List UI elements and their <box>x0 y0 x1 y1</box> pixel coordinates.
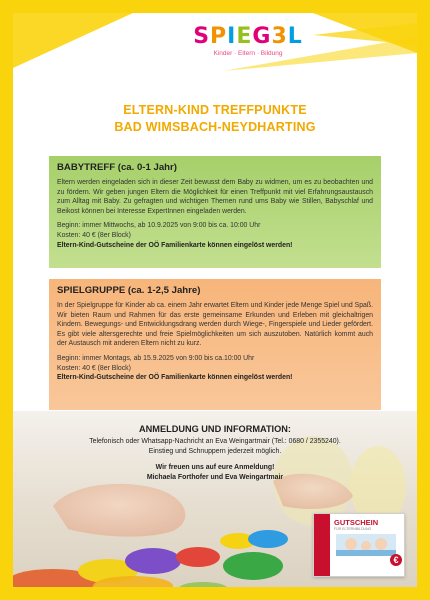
page-title-line1: ELTERN-KIND TREFFPUNKTE <box>123 103 307 117</box>
logo-letter: L <box>287 24 303 49</box>
logo-letter: G <box>252 24 272 49</box>
babytreff-cost: Kosten: 40 € (8er Block) <box>57 231 131 239</box>
page-title-line2: BAD WIMSBACH-NEYDHARTING <box>114 120 316 134</box>
voucher-title: GUTSCHEIN <box>334 518 379 527</box>
spielgruppe-cost: Kosten: 40 € (8er Block) <box>57 364 131 372</box>
spielgruppe-description: In der Spielgruppe für Kinder ab ca. einem Jahr erwartet Eltern und Kinder jede Menge Spiel und Spaß. Wir bieten Raum und Rahmen für das erste gemeinsame Erkunden und Erleben mit gleichaltrigen Kindern. Bewegungs- und Entwicklungsdrang werden durch Wiege-, Fingerspiele und Lieder gefördert. Es gibt viele altersgerechte und freie Spielmöglichkeiten um sich auszutoben. Natürlich kommt auch der Austausch mit anderen Eltern nicht zu kurz. <box>57 302 373 348</box>
babytreff-heading: BABYTREFF (ca. 0-1 Jahr) <box>57 162 177 173</box>
registration-welcome: Wir freuen uns auf eure Anmeldung! <box>155 464 275 471</box>
spielgruppe-heading: SPIELGRUPPE (ca. 1-2,5 Jahre) <box>57 285 201 296</box>
babytreff-voucher-note: Eltern-Kind-Gutscheine der OÖ Familienkarte können eingelöst werden! <box>57 241 293 249</box>
babytreff-description: Eltern werden eingeladen sich in dieser Zeit bewusst dem Baby zu widmen, um es zu beobachten und zu fördern. Wir geben jungen Eltern die Möglichkeit für einen Treffpunkt mit viel Erfahrungsaustausch zum Alltag mit Baby. Zu gefragten und wichtigen Themen rund ums Baby wie Stillen, Babyschlaf und Beikost können bei Interesse ExpertInnen eingeladen werden. <box>57 179 373 215</box>
euro-icon: € <box>390 554 402 566</box>
logo-letter: E <box>236 24 253 49</box>
voucher-card-image <box>313 513 405 577</box>
spielgruppe-voucher-note: Eltern-Kind-Gutscheine der OÖ Familienkarte können eingelöst werden! <box>57 374 293 382</box>
babytreff-start: Beginn: immer Mittwochs, ab 10.9.2025 von 9:00 bis ca. 10:00 Uhr <box>57 222 261 230</box>
babytreff-section <box>49 156 381 268</box>
logo-tagline: Kinder · Eltern · Bildung <box>213 50 283 57</box>
voucher-family-photo <box>336 534 396 556</box>
registration-organizers: Michaela Forthofer und Eva Weingartmair <box>146 473 284 481</box>
registration-trial-note: Einstieg und Schnuppern jederzeit möglich. <box>148 447 282 455</box>
logo-wordmark <box>193 25 303 49</box>
logo-letter: S <box>193 24 211 49</box>
spiegel-logo <box>193 25 303 57</box>
registration-info <box>13 423 417 482</box>
logo-letter: P <box>210 24 228 49</box>
voucher-side-stripe <box>314 514 330 576</box>
registration-heading: ANMELDUNG UND INFORMATION: <box>139 424 291 434</box>
logo-letter: 3 <box>271 24 288 49</box>
registration-contact: Telefonisch oder Whatsapp-Nachricht an Eva Weingartmair (Tel.: 0680 / 2355240). <box>89 438 341 445</box>
voucher-subtitle: FÜR ELTERNBILDUNG <box>334 527 372 531</box>
logo-letter: I <box>227 24 237 49</box>
spielgruppe-section <box>49 279 381 410</box>
spielgruppe-start: Beginn: immer Montags, ab 15.9.2025 von 9:00 bis ca.10:00 Uhr <box>57 354 255 362</box>
